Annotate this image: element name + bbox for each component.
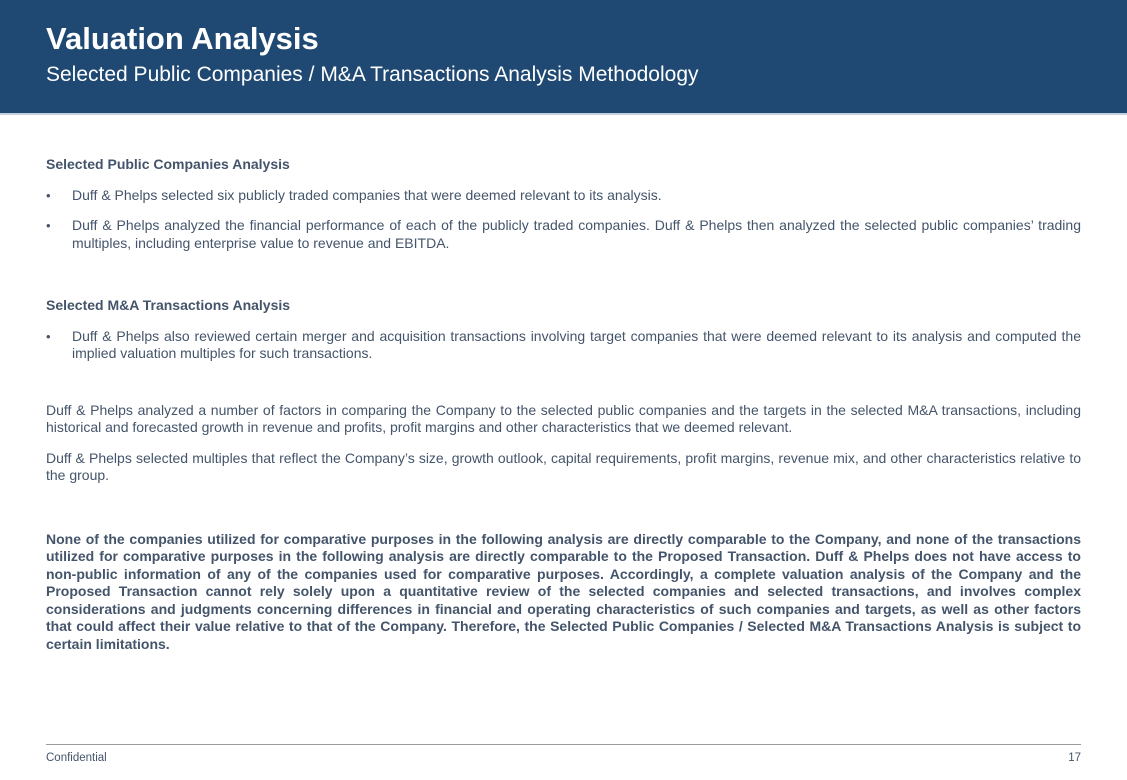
bullet-text: Duff & Phelps also reviewed certain merger and acquisition transactions involving target companies that were deemed relevant to its analysis and computed the implied valuation multiples for such transactions. — [72, 327, 1081, 361]
bullet-marker: • — [46, 187, 51, 203]
footer — [46, 744, 1081, 765]
confidential-label: Confidential — [46, 752, 107, 764]
bullet-marker: • — [46, 218, 51, 233]
bullet-text: Duff & Phelps selected six publicly traded companies that were deemed relevant to its analysis. — [72, 186, 662, 203]
bullet-text: Duff & Phelps analyzed the financial performance of each of the publicly traded companies. Duff & Phelps then analyzed the selected public companies’ trading multiples, including enterprise value to revenue and EBITDA. — [72, 217, 1081, 251]
slide-header — [0, 0, 1127, 115]
bullet-item — [46, 187, 1081, 205]
body-paragraph: Duff & Phelps analyzed a number of factors in comparing the Company to the selected public companies and the targets in the selected M&A transactions, including historical and forecasted growth in revenue and profits, profit margins and other characteristics that we deemed relevant. — [46, 401, 1081, 435]
page-number: 17 — [1068, 752, 1081, 764]
page-title: Valuation Analysis — [46, 21, 319, 56]
body-paragraph: Duff & Phelps selected multiples that reflect the Company’s size, growth outlook, capital requirements, profit margins, revenue mix, and other characteristics relative to the group. — [46, 449, 1081, 483]
bullet-marker: • — [46, 328, 51, 344]
section-heading-ma-transactions: Selected M&A Transactions Analysis — [46, 297, 291, 313]
slide-body — [0, 156, 1127, 653]
section-heading-public-companies: Selected Public Companies Analysis — [46, 156, 290, 172]
bullet-item — [46, 217, 1081, 252]
disclaimer-paragraph: None of the companies utilized for comparative purposes in the following analysis are directly comparable to the Company, and none of the transactions utilized for comparative purposes in the following analysis are directly comparable to the Proposed Transaction. Duff & Phelps does not have access to non-public information of any of the companies used for comparative purposes. Accordingly, a complete valuation analysis of the Company and the Proposed Transaction cannot rely solely upon a quantitative review of the selected companies and selected transactions, and involves complex considerations and judgments concerning differences in financial and operating characteristics of such companies and targets, as well as other factors that could affect their value relative to that of the Company. Therefore, the Selected Public Companies / Selected M&A Transactions Analysis is subject to certain limitations. — [46, 530, 1081, 652]
bullet-item — [46, 328, 1081, 363]
page-subtitle: Selected Public Companies / M&A Transactions Analysis Methodology — [46, 63, 699, 86]
